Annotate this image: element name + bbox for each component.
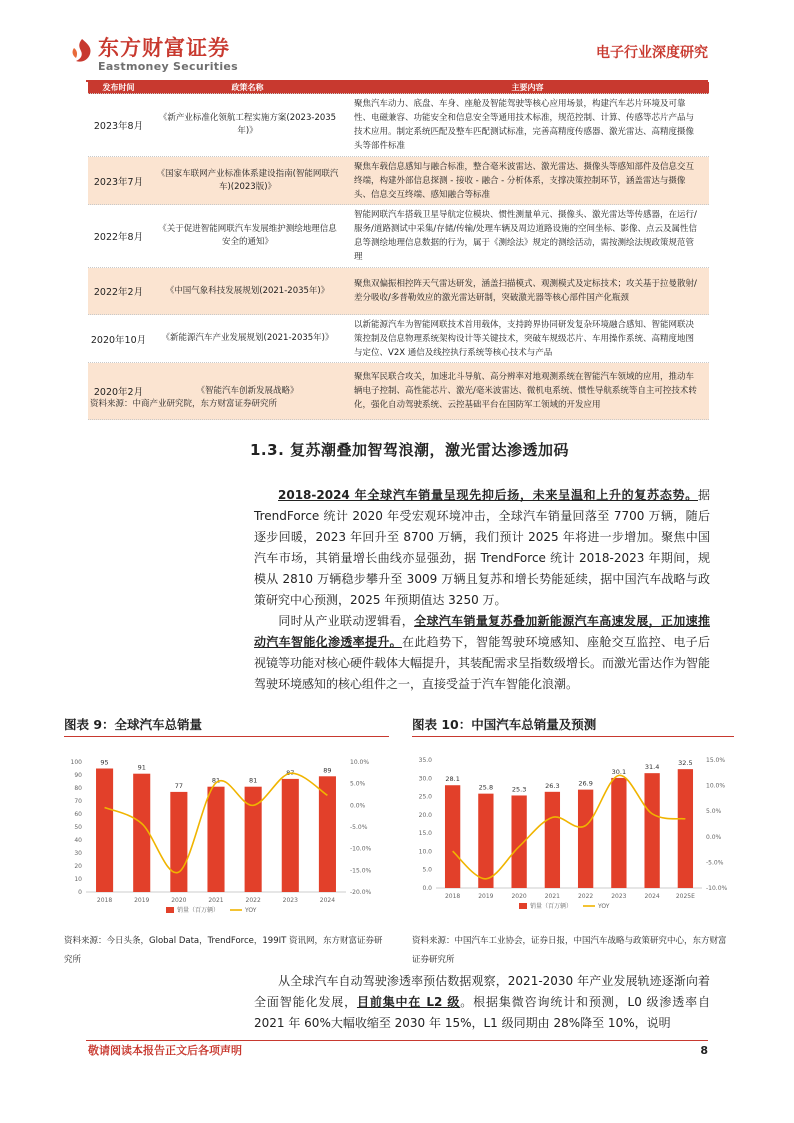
policy-table-header: [88, 82, 709, 94]
x-tick-label: 2019: [134, 897, 150, 904]
y-left-tick-label: 10: [74, 876, 82, 883]
bar: [678, 769, 693, 888]
x-tick-label: 2020: [511, 893, 527, 900]
paragraph-global-sales: [254, 485, 710, 611]
legend-bar-swatch: [166, 907, 174, 913]
y-right-tick-label: 5.0%: [706, 808, 722, 816]
figure10-source-note: 资料来源：中国汽车工业协会，证券日报，中国汽车战略与政策研究中心，东方财富证券研究所: [412, 936, 727, 965]
y-left-tick-label: 30.0: [418, 775, 432, 783]
y-left-tick-label: 10.0: [418, 848, 432, 856]
policy-content: 智能网联汽车搭载卫星导航定位模块、惯性测量单元、摄像头、激光雷达等传感器，在运行/服务/道路测试中采集/存储/传输/处理车辆及周边道路设施的空间坐标、影像、点云及属性信息等测绘地理信息数据的行为，属于《测绘法》规定的测绘活动，需按测绘法规政策规范管理: [354, 210, 697, 262]
header-cell-name: 政策名称: [231, 83, 264, 92]
x-tick-label: 2023: [611, 893, 627, 900]
y-left-tick-label: 25.0: [418, 793, 432, 801]
bar: [133, 774, 150, 892]
table-source-note: 资料来源：中商产业研究院，东方财富证券研究所: [90, 399, 278, 409]
y-left-tick-label: 80: [74, 785, 82, 792]
bar-value-label: 30.1: [611, 767, 627, 776]
legend-bar-swatch: [519, 903, 527, 909]
x-tick-label: 2022: [245, 897, 261, 904]
policy-content: 聚焦双偏振相控阵天气雷达研发，涵盖扫描模式、观测模式及定标技术；攻关基于拉曼散射/差分吸收/多普勒效应的激光雷达研制，突破激光器等核心部件国产化瓶颈: [354, 279, 697, 303]
paragraph-emphasis: 目前集中在 L2 级: [356, 995, 461, 1009]
policy-name: 《关于促进智能网联汽车发展维护测绘地理信息安全的通知》: [158, 224, 337, 247]
bar-value-label: 91: [137, 763, 146, 772]
bar: [478, 794, 493, 888]
policy-date: 2022年8月: [93, 232, 144, 243]
table-row: [88, 94, 709, 157]
y-left-tick-label: 50: [74, 824, 82, 831]
paragraph-post: 。根据集微咨询统计和预测，L0 级渗透率自 2021 年 60%大幅收缩至 2030 年 15%，L1 级同期由 28%降至 10%，说明: [254, 995, 710, 1030]
bar-value-label: 26.9: [578, 779, 593, 788]
y-left-tick-label: 100: [70, 759, 82, 766]
y-left-tick-label: 15.0: [418, 830, 432, 838]
x-tick-label: 2020: [171, 897, 187, 904]
x-tick-label: 2022: [577, 893, 594, 900]
policy-content: 聚焦军民联合攻关，加速北斗导航、高分辨率对地观测系统在智能汽车领域的应用，推动车辆电子控制、高性能芯片、激光/毫米波雷达、微机电系统、惯性导航系统等自主可控技术转化，强化自动驾驶系统、云控基础平台在国防军工领域的开发应用: [354, 372, 697, 410]
bar-value-label: 95: [100, 758, 109, 767]
policy-content: 聚焦汽车动力、底盘、车身、座舱及智能驾驶等核心应用场景，构建汽车芯片环境及可靠性、电磁兼容、功能安全和信息安全等通用技术标准，规范控制、计算、传感等芯片产品与技术应用。制定系统匹配及整车匹配测试标准，完善高精度传感器、激光雷达、高精度摄像头等部件标准: [354, 99, 695, 151]
legend-bar-label: 销量（百万辆）: [177, 907, 220, 914]
y-right-tick-label: 15.0%: [706, 757, 726, 764]
policy-name: 《国家车联网产业标准体系建设指南(智能网联汽车)(2023版)》: [156, 168, 339, 192]
bar: [578, 790, 593, 888]
policy-name: 《新能源汽车产业发展规划(2021-2035年)》: [161, 333, 334, 343]
policy-name: 《智能汽车创新发展战略》: [196, 385, 299, 396]
y-right-tick-label: 0.0%: [706, 833, 722, 841]
policy-date: 2020年10月: [90, 334, 147, 346]
global-sales-chart: [64, 742, 389, 922]
paragraph-emphasis: 全球汽车销量复苏叠加新能源汽车高速发展，正加速推动汽车智能化渗透率提升。: [254, 614, 710, 649]
policy-name: 《新产业标准化领航工程实施方案(2023-2035年)》: [158, 113, 337, 136]
paragraph-intelligence-trend: [254, 611, 710, 695]
x-tick-label: 2018: [96, 897, 113, 904]
y-left-tick-label: 5.0: [422, 866, 432, 874]
figure10-title: 图表 10：中国汽车总销量及预测: [412, 717, 597, 732]
y-right-tick-label: 10.0%: [706, 782, 726, 790]
section-title: 1.3. 复苏潮叠加智驾浪潮，激光雷达渗透加码: [250, 441, 569, 459]
y-left-tick-label: 35.0: [418, 757, 432, 764]
figure10-divider: [412, 736, 734, 737]
bar-value-label: 25.8: [478, 783, 494, 792]
y-right-tick-label: 10.0%: [350, 759, 370, 766]
policy-content: 以新能源汽车为智能网联技术首用载体，支持跨界协同研发复杂环境融合感知、智能网联决策控制及信息物理系统架构设计等关键技术，突破车规级芯片、车用操作系统、高精度地图与定位、V2X 通信及线控执行系统等核心技术与产品: [354, 319, 695, 358]
figure9-source-note: 资料来源：今日头条，Global Data，TrendForce，199IT 资讯网，东方财富证券研究所: [64, 936, 383, 965]
bar: [319, 776, 336, 892]
bar-value-label: 77: [174, 781, 183, 790]
footer-divider: [86, 1040, 708, 1041]
policy-date: 2023年7月: [93, 176, 144, 188]
table-row: [88, 268, 709, 315]
x-tick-label: 2019: [478, 893, 494, 900]
bar-value-label: 28.1: [445, 775, 460, 784]
x-tick-label: 2023: [282, 897, 298, 904]
y-left-tick-label: 20.0: [418, 811, 432, 819]
table-row: [88, 363, 709, 420]
bar-value-label: 26.3: [545, 781, 560, 790]
bar-value-label: 87: [286, 768, 295, 777]
logo-chinese-name: 东方财富证券: [98, 36, 230, 60]
logo-english-name: Eastmoney Securities: [98, 60, 239, 73]
y-left-tick-label: 20: [74, 863, 82, 870]
bar-value-label: 89: [323, 766, 332, 775]
y-right-tick-label: -5.0%: [706, 859, 724, 867]
bar-value-label: 31.4: [644, 763, 660, 772]
x-tick-label: 2021: [544, 893, 561, 900]
y-right-tick-label: -10.0%: [350, 845, 372, 853]
y-right-tick-label: -10.0%: [706, 885, 728, 892]
bar-value-label: 81: [211, 776, 221, 785]
y-left-tick-label: 60: [74, 811, 82, 818]
report-type-label: 电子行业深度研究: [596, 45, 708, 61]
x-tick-label: 2018: [444, 893, 461, 900]
figure9-title: 图表 9：全球汽车总销量: [64, 717, 203, 732]
bar-value-label: 25.3: [511, 785, 527, 794]
y-right-tick-label: 0.0%: [350, 802, 366, 810]
y-left-tick-label: 0.0: [422, 885, 432, 892]
bar: [545, 792, 560, 888]
figure9-divider: [64, 736, 389, 737]
paragraph-lead-emphasis: 2018-2024 年全球汽车销量呈现先抑后扬，未来呈温和上升的复苏态势。: [278, 488, 698, 502]
eastmoney-logo-icon: [70, 38, 94, 64]
policy-name: 《中国气象科技发展规划(2021-2035年)》: [165, 285, 330, 296]
header-cell-content: 主要内容: [511, 82, 544, 92]
bar: [207, 787, 224, 892]
legend-line-label: YOY: [245, 907, 257, 914]
y-left-tick-label: 70: [74, 798, 82, 805]
paragraph-body: 据 TrendForce 统计 2020 年受宏观环境冲击，全球汽车销量回落至 7700 万辆，随后逐步回暖，2023 年回升至 8700 万辆，我们预计 2025 年将进一步增加。聚焦中国汽车市场，其销量增长曲线亦显强劲，据 TrendForce 统计 2018-2023 年期间，规模从 2810 万辆稳步攀升至 3009 万辆且复苏和增长势能延续，据中国汽车战略与政策研究中心预测，2025 年预期值达 3250 万。: [254, 488, 710, 607]
x-tick-label: 2021: [208, 897, 224, 904]
paragraph-pre: 从全球汽车自动驾驶渗透率预估数据观察，2021-2030 年产业发展轨迹逐渐向着全面智能化发展，: [254, 974, 710, 1009]
legend-bar-label: 销量（百万辆）: [530, 903, 573, 910]
bar: [611, 778, 626, 888]
policy-date: 2022年2月: [93, 287, 144, 298]
china-sales-chart: [412, 742, 734, 922]
table-row: [88, 205, 709, 268]
y-right-tick-label: 5.0%: [350, 780, 366, 788]
bar: [644, 773, 659, 888]
x-tick-label: 2024: [319, 897, 336, 904]
policy-date: 2023年8月: [93, 121, 144, 132]
y-right-tick-label: -15.0%: [350, 867, 372, 875]
policy-date: 2020年2月: [93, 387, 144, 398]
bar-value-label: 81: [249, 776, 258, 785]
policy-table: [88, 82, 709, 420]
x-tick-label: 2025E: [675, 893, 695, 900]
footer-disclaimer: 敬请阅读本报告正文后各项声明: [88, 1044, 242, 1057]
y-left-tick-label: 40: [74, 837, 82, 844]
y-left-tick-label: 30: [74, 850, 82, 857]
bar: [445, 785, 460, 888]
bar: [170, 792, 187, 892]
policy-content: 聚焦车载信息感知与融合标准，整合毫米波雷达、激光雷达、摄像头等感知部件及信息交互终端，构建外部信息探测 - 接收 - 融合 - 分析体系，支撑决策控制环节，涵盖雷达与摄像头、信息交互终端、感知融合等标准: [354, 161, 695, 200]
table-row: [88, 157, 709, 205]
y-right-tick-label: -5.0%: [350, 824, 368, 831]
bar: [282, 779, 299, 892]
x-tick-label: 2024: [644, 893, 660, 900]
page-number: 8: [700, 1044, 708, 1057]
paragraph-autonomy-penetration: [254, 971, 710, 1034]
y-left-tick-label: 90: [74, 772, 82, 779]
legend-line-label: YOY: [598, 903, 610, 910]
header-cell-date: 发布时间: [102, 83, 135, 92]
bar: [96, 769, 113, 893]
table-row: [88, 315, 709, 363]
paragraph-post: 在此趋势下，智能驾驶环境感知、座舱交互监控、电子后视镜等功能对核心硬件载体大幅提升，其装配需求呈指数级增长。而激光雷达作为智能驾驶环境感知的核心组件之一，直接受益于汽车智能化浪潮。: [254, 635, 711, 691]
bar-value-label: 32.5: [678, 759, 693, 768]
y-left-tick-label: 0: [78, 889, 82, 896]
y-right-tick-label: -20.0%: [350, 889, 372, 896]
paragraph-pre: 同时从产业联动逻辑看，: [278, 614, 415, 628]
